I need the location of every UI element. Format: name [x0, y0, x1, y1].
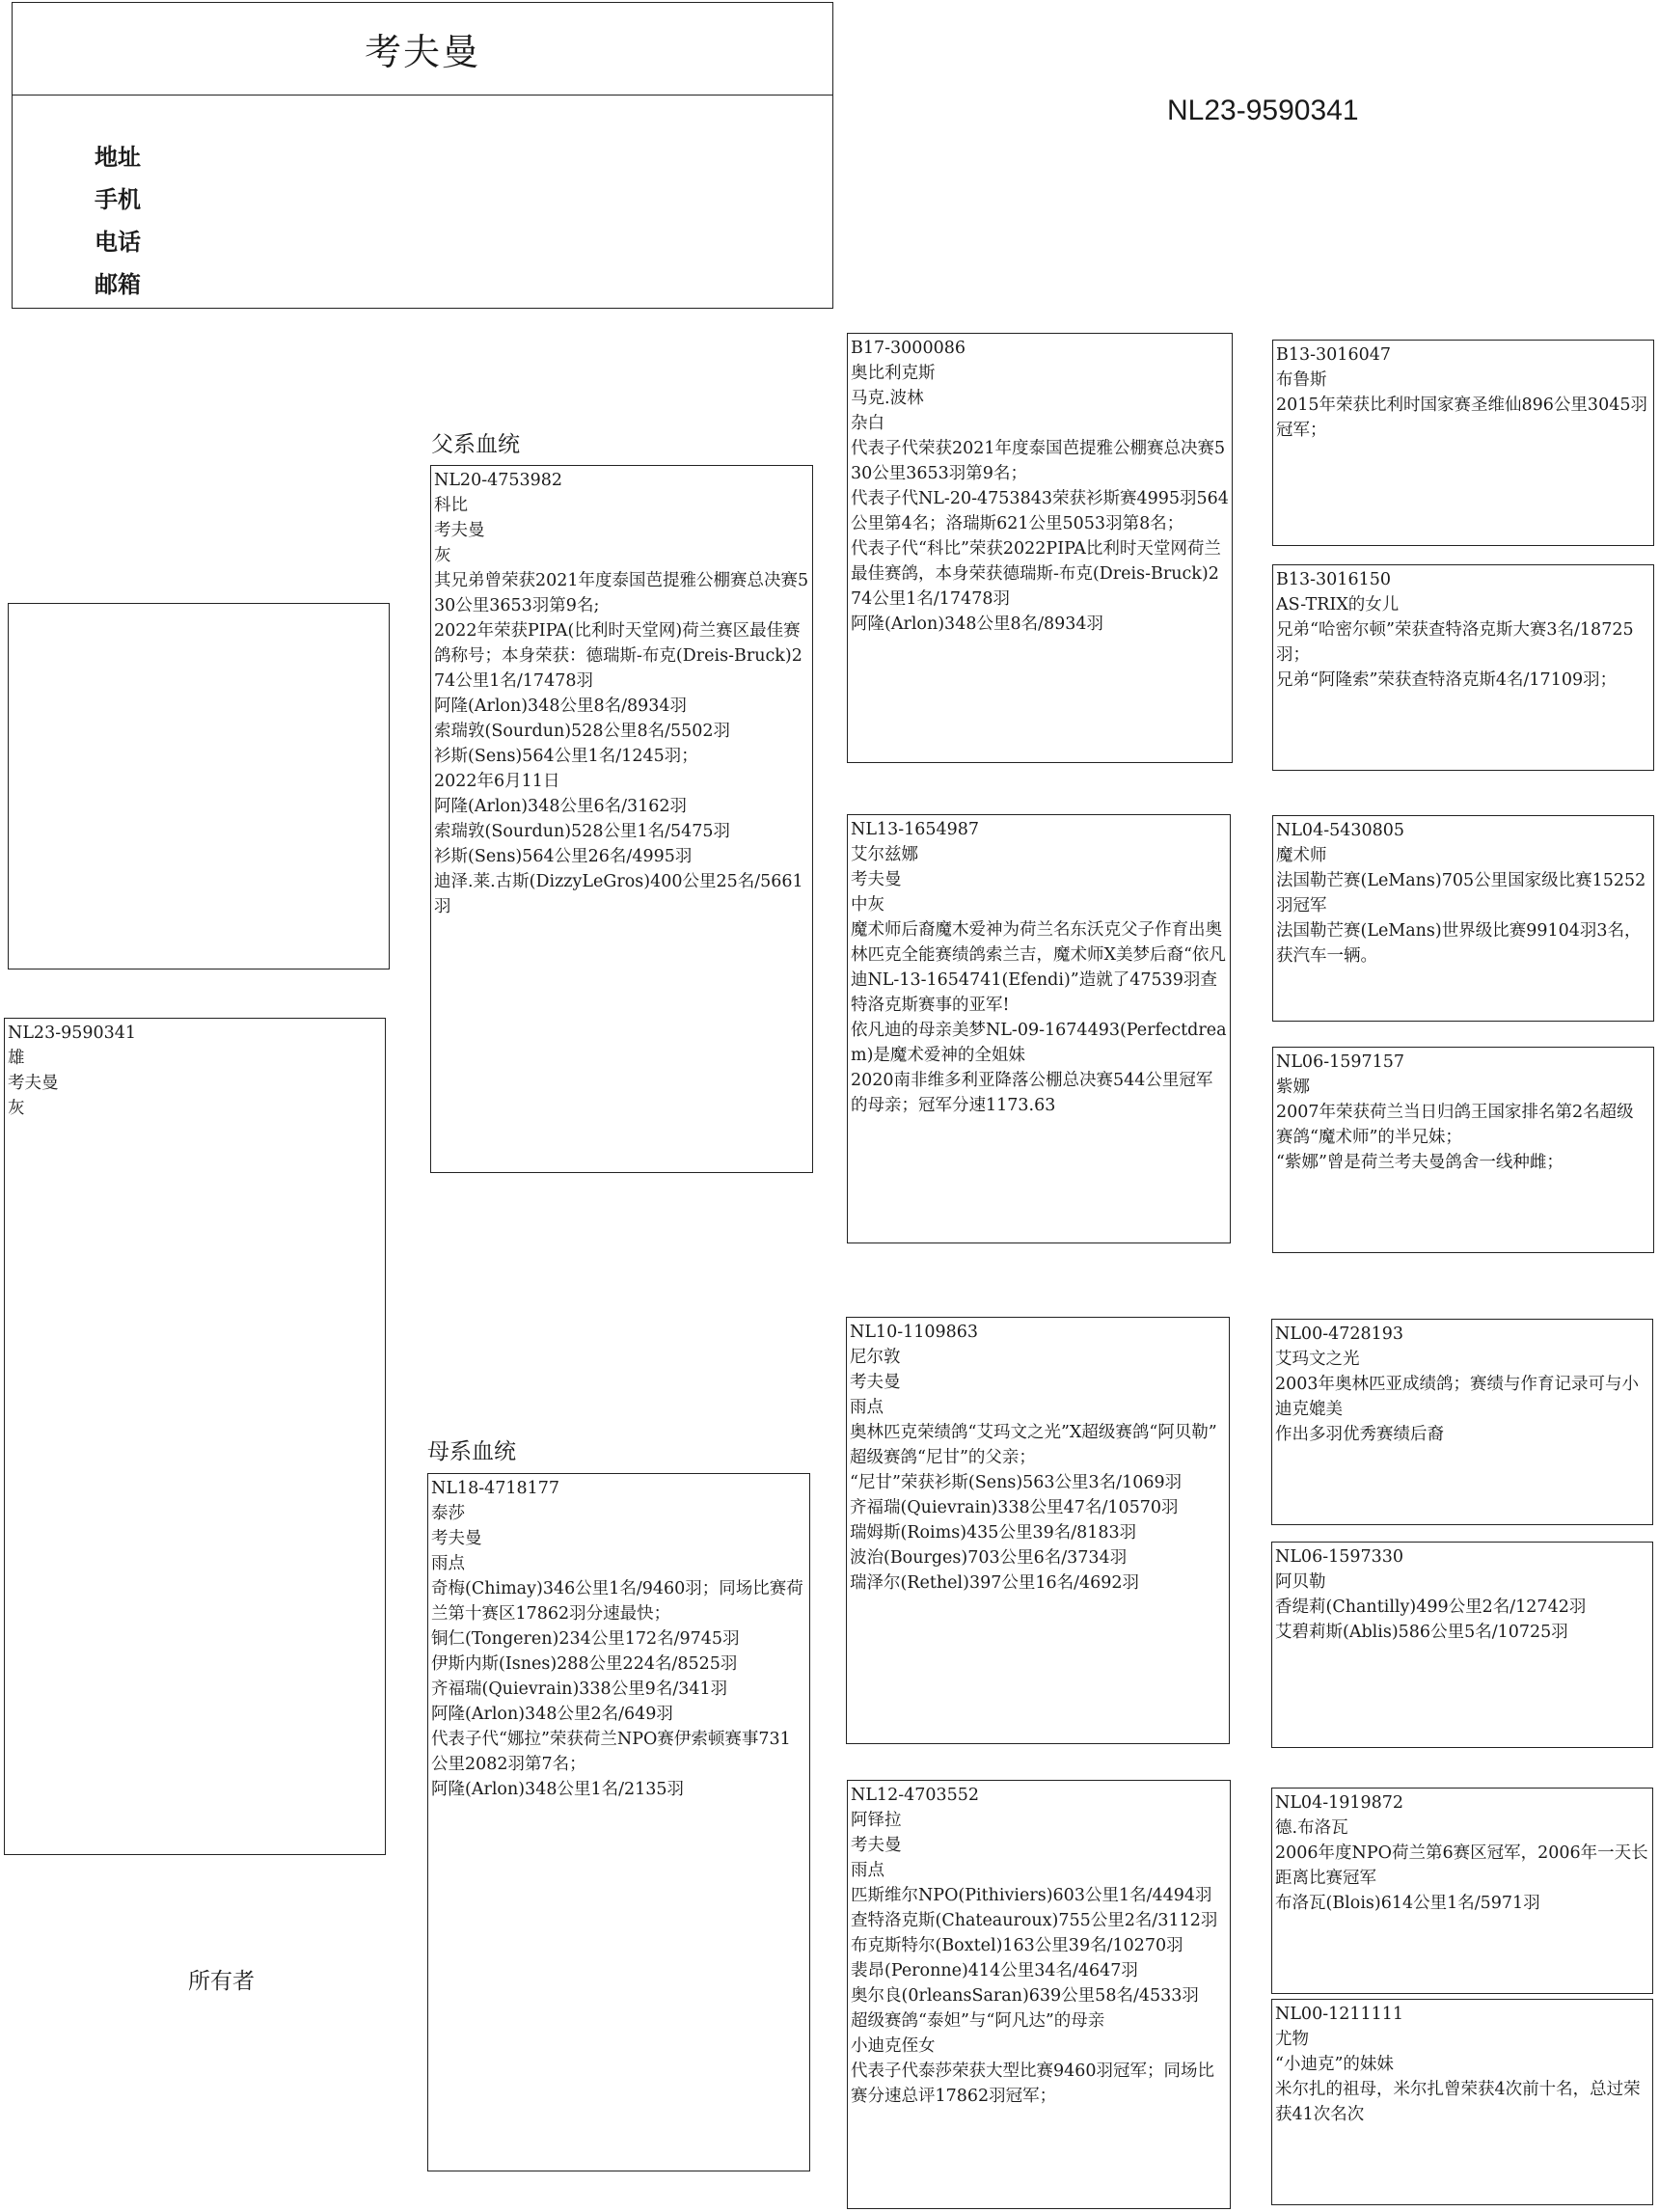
pedigree-line: NL20-4753982	[434, 471, 563, 490]
pedigree-line: 阿隆(Arlon)348公里8名/8934羽	[851, 614, 1104, 634]
pedigree-line: 波治(Bourges)703公里6名/3734羽	[850, 1548, 1128, 1568]
pedigree-line: 考夫曼	[431, 1529, 482, 1548]
pedigree-line: 法国勒芒赛(LeMans)世界级比赛99104羽3名，获汽车一辆。	[1276, 921, 1642, 966]
pedigree-line: 考夫曼	[851, 1836, 902, 1855]
great-grandparent-1-card	[1272, 340, 1654, 546]
pedigree-line: NL04-5430805	[1276, 821, 1405, 840]
pedigree-line: NL06-1597330	[1275, 1547, 1404, 1567]
pedigree-line: 阿隆(Arlon)348公里8名/8934羽	[434, 696, 688, 716]
pedigree-line: 阿铎拉	[851, 1811, 902, 1830]
pedigree-line: 依凡迪的母亲美梦NL-09-1674493(Perfectdream)是魔术爱神的全姐妹	[851, 1021, 1227, 1065]
pedigree-line: 雨点	[431, 1554, 465, 1573]
dam-section-label: 母系血统	[427, 1439, 516, 1464]
pedigree-line: 代表子代“科比”荣获2022PIPA比利时天堂网荷兰最佳赛鸽，本身荣获德瑞斯-布克(Dreis-Bruck)274公里1名/17478羽	[851, 539, 1221, 609]
pedigree-line: 尼尔敦	[850, 1348, 901, 1367]
pedigree-line: 代表子代NL-20-4753843荣获衫斯赛4995羽564公里第4名；洛瑞斯621公里5053羽第8名；	[851, 489, 1229, 533]
pedigree-line: “紫娜”曾是荷兰考夫曼鸽舍一线种雌；	[1276, 1153, 1564, 1172]
pedigree-line: 科比	[434, 496, 468, 515]
granddam-maternal-card	[847, 1780, 1231, 2209]
pedigree-line: 考夫曼	[434, 521, 485, 540]
pedigree-line: 法国勒芒赛(LeMans)705公里国家级比赛15252羽冠军	[1276, 871, 1646, 915]
pedigree-line: 索瑞敦(Sourdun)528公里8名/5502羽	[434, 722, 731, 741]
contact-address-label: 地址	[95, 144, 141, 171]
pedigree-line: NL18-4718177	[431, 1479, 560, 1498]
pedigree-line: 代表子代泰莎荣获大型比赛9460羽冠军；同场比赛分速总评17862羽冠军；	[851, 2062, 1215, 2106]
great-grandparent-8-card	[1271, 1999, 1653, 2205]
photo-placeholder	[8, 603, 390, 969]
pedigree-line: 奥林匹克荣绩鸽“艾玛文之光”X超级赛鸽“阿贝勒”	[850, 1423, 1217, 1442]
pedigree-line: “小迪克”的妹妹	[1275, 2055, 1394, 2074]
pedigree-line: NL06-1597157	[1276, 1052, 1405, 1072]
pedigree-line: 伊斯内斯(Isnes)288公里224名/8525羽	[431, 1654, 738, 1674]
pedigree-line: 铜仁(Tongeren)234公里172名/9745羽	[431, 1629, 740, 1649]
great-grandparent-7-card	[1271, 1788, 1653, 1994]
pedigree-line: NL23-9590341	[8, 1024, 137, 1043]
pedigree-line: 艾尔兹娜	[851, 845, 918, 864]
great-grandparent-6-card	[1271, 1542, 1653, 1748]
pedigree-line: 魔术师后裔魔木爱神为荷兰名东沃克父子作育出奥林匹克全能赛绩鸽索兰吉，魔术师X美梦后裔“依凡迪NL-13-1654741(Efendi)”造就了47539羽查特洛克斯赛事的亚军!	[851, 920, 1226, 1015]
pedigree-line: 瑞姆斯(Roims)435公里39名/8183羽	[850, 1523, 1137, 1543]
pedigree-line: 雨点	[851, 1861, 884, 1880]
pedigree-line: 泰莎	[431, 1504, 465, 1523]
sire-section-label: 父系血统	[431, 432, 520, 457]
pedigree-line: 查特洛克斯(Chateauroux)755公里2名/3112羽	[851, 1911, 1218, 1930]
pedigree-line: “尼甘”荣获衫斯(Sens)563公里3名/1069羽	[850, 1473, 1183, 1492]
pedigree-line: B13-3016150	[1276, 570, 1391, 589]
pedigree-line: 2022年6月11日	[434, 772, 560, 791]
granddam-paternal-card	[847, 814, 1231, 1243]
grandsire-maternal-card	[846, 1317, 1230, 1744]
pedigree-line: 作出多羽优秀赛绩后裔	[1275, 1425, 1444, 1444]
pedigree-line: 齐福瑞(Quievrain)338公里47名/10570羽	[850, 1498, 1179, 1517]
pedigree-line: NL13-1654987	[851, 820, 980, 839]
pedigree-line: NL00-4728193	[1275, 1324, 1404, 1344]
pedigree-line: 裴昂(Peronne)414公里34名/4647羽	[851, 1961, 1138, 1980]
header-ring-number: NL23-9590341	[1167, 95, 1359, 126]
pedigree-line: 兄弟“阿隆索”荣获查特洛克斯4名/17109羽；	[1276, 670, 1618, 690]
pedigree-line: 代表子代“娜拉”荣获荷兰NPO赛伊索顿赛事731公里2082羽第7名；	[431, 1730, 791, 1774]
pedigree-line: 齐福瑞(Quievrain)338公里9名/341羽	[431, 1679, 728, 1699]
pedigree-line: NL00-1211111	[1275, 2005, 1404, 2024]
pedigree-line: 布克斯特尔(Boxtel)163公里39名/10270羽	[851, 1936, 1183, 1955]
pedigree-line: 杂白	[851, 414, 884, 433]
pedigree-line: 阿隆(Arlon)348公里6名/3162羽	[434, 797, 688, 816]
pedigree-line: 考夫曼	[850, 1373, 901, 1392]
pedigree-line: 阿贝勒	[1275, 1572, 1326, 1592]
pedigree-line: 其兄弟曾荣获2021年度泰国芭提雅公棚赛总决赛530公里3653羽第9名;	[434, 571, 809, 615]
pedigree-line: 灰	[8, 1099, 25, 1118]
subject-card	[4, 1018, 386, 1855]
pedigree-line: 考夫曼	[851, 870, 902, 889]
pedigree-line: 代表子代荣获2021年度泰国芭提雅公棚赛总决赛530公里3653羽第9名；	[851, 439, 1226, 483]
great-grandparent-2-card	[1272, 564, 1654, 771]
great-grandparent-5-card	[1271, 1319, 1653, 1525]
pedigree-line: 索瑞敦(Sourdun)528公里1名/5475羽	[434, 822, 731, 841]
pedigree-line: 尤物	[1275, 2030, 1309, 2049]
pedigree-line: NL10-1109863	[850, 1323, 979, 1342]
contact-list	[95, 136, 141, 306]
pedigree-line: 紫娜	[1276, 1078, 1310, 1097]
header-box	[12, 2, 833, 309]
pedigree-line: NL04-1919872	[1275, 1793, 1404, 1813]
contact-email-label: 邮箱	[95, 271, 141, 298]
pedigree-line: 艾玛文之光	[1275, 1350, 1360, 1369]
pedigree-line: 奥尔良(0rleansSaran)639公里58名/4533羽	[851, 1986, 1199, 2006]
page-title: 考夫曼	[13, 3, 832, 96]
pedigree-line: 兄弟“哈密尔顿”荣获查特洛克斯大赛3名/18725羽；	[1276, 620, 1634, 665]
great-grandparent-3-card	[1272, 815, 1654, 1022]
pedigree-line: 雨点	[850, 1398, 884, 1417]
pedigree-line: 奥比利克斯	[851, 364, 936, 383]
pedigree-line: 米尔扎的祖母，米尔扎曾荣获4次前十名，总过荣获41次名次	[1275, 2080, 1641, 2124]
pedigree-line: 2022年荣获PIPA(比利时天堂网)荷兰赛区最佳赛鸽称号；本身荣获：德瑞斯-布克(Dreis-Bruck)274公里1名/17478羽	[434, 621, 802, 691]
pedigree-line: AS-TRIX的女儿	[1276, 595, 1400, 614]
pedigree-line: 2006年度NPO荷兰第6赛区冠军，2006年一天长距离比赛冠军	[1275, 1843, 1648, 1888]
pedigree-line: 艾碧莉斯(Ablis)586公里5名/10725羽	[1275, 1623, 1568, 1642]
pedigree-line: 阿隆(Arlon)348公里2名/649羽	[431, 1705, 673, 1724]
pedigree-line: 迪泽.莱.古斯(DizzyLeGros)400公里25名/5661羽	[434, 872, 803, 916]
sire-card	[430, 465, 813, 1173]
pedigree-line: 超级赛鸽“尼甘”的父亲；	[850, 1448, 1036, 1467]
pedigree-line: 小迪克侄女	[851, 2036, 936, 2056]
pedigree-line: 2020南非维多利亚降落公棚总决赛544公里冠军的母亲；冠军分速1173.63	[851, 1071, 1213, 1115]
pedigree-line: 瑞泽尔(Rethel)397公里16名/4692羽	[850, 1573, 1140, 1593]
pedigree-line: 考夫曼	[8, 1074, 59, 1093]
pedigree-line: 2015年荣获比利时国家赛圣维仙896公里3045羽冠军；	[1276, 396, 1647, 440]
pedigree-line: 阿隆(Arlon)348公里1名/2135羽	[431, 1780, 685, 1799]
great-grandparent-4-card	[1272, 1047, 1654, 1253]
dam-card	[427, 1473, 810, 2171]
pedigree-line: 布洛瓦(Blois)614公里1名/5971羽	[1275, 1894, 1540, 1913]
pedigree-line: 奇梅(Chimay)346公里1名/9460羽；同场比赛荷兰第十赛区17862羽分速最快；	[431, 1579, 803, 1624]
contact-mobile-label: 手机	[95, 186, 141, 213]
pedigree-line: 魔术师	[1276, 846, 1327, 865]
pedigree-line: 匹斯维尔NPO(Pithiviers)603公里1名/4494羽	[851, 1886, 1212, 1905]
pedigree-line: 2007年荣获荷兰当日归鸽王国家排名第2名超级赛鸽“魔术师”的半兄妹；	[1276, 1103, 1634, 1147]
pedigree-line: 马克.波林	[851, 389, 924, 408]
pedigree-line: 衫斯(Sens)564公里26名/4995羽	[434, 847, 693, 866]
contact-phone-label: 电话	[95, 229, 141, 256]
pedigree-line: 中灰	[851, 895, 884, 915]
pedigree-line: B17-3000086	[851, 339, 965, 358]
pedigree-line: 雄	[8, 1049, 25, 1068]
pedigree-line: 香缇莉(Chantilly)499公里2名/12742羽	[1275, 1598, 1587, 1617]
pedigree-line: NL12-4703552	[851, 1786, 980, 1805]
pedigree-line: 灰	[434, 546, 451, 565]
grandsire-paternal-card	[847, 333, 1233, 763]
pedigree-line: 2003年奥林匹亚成绩鸽；赛绩与作育记录可与小迪克媲美	[1275, 1375, 1640, 1419]
pedigree-line: 衫斯(Sens)564公里1名/1245羽；	[434, 747, 698, 766]
pedigree-line: 德.布洛瓦	[1275, 1818, 1348, 1838]
pedigree-line: 布鲁斯	[1276, 370, 1327, 390]
pedigree-line: 超级赛鸽“泰妲”与“阿凡达”的母亲	[851, 2011, 1105, 2031]
pedigree-line: B13-3016047	[1276, 345, 1391, 365]
owner-label: 所有者	[188, 1969, 255, 1994]
